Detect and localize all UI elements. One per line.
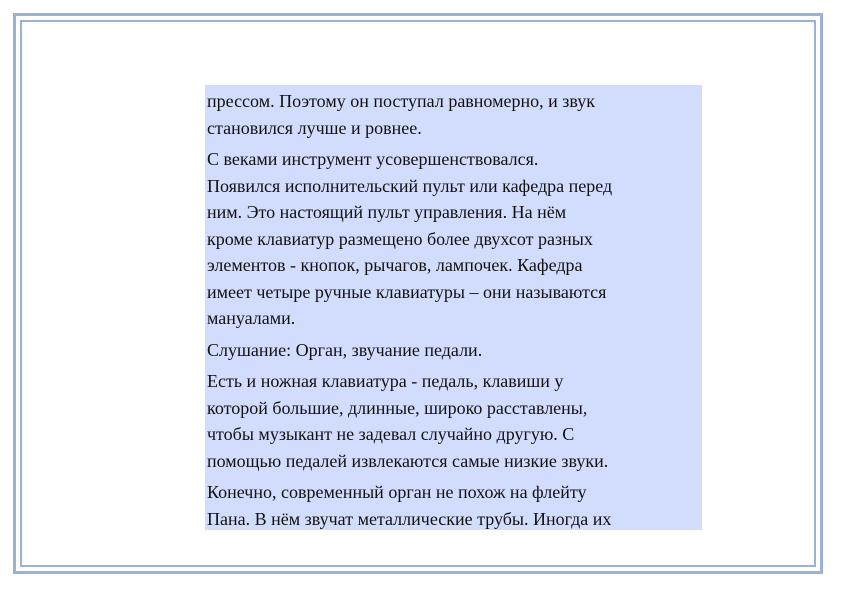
paragraph-5: Конечно, современный орган не похож на флейту Пана. В нём звучат металлические трубы. Иногда их — [207, 482, 612, 529]
paragraph-3: Слушание: Орган, звучание педали. — [207, 339, 483, 360]
paragraph-4: Есть и ножная клавиатура - педаль, клавиши у которой большие, длинные, широко расставлены, чтобы музыкант не задевал случайно другую. С помощью педалей извлекаются самые низкие звуки. — [207, 371, 609, 471]
paragraph-1: прессом. Поэтому он поступал равномерно, и звук становился лучше и ровнее. — [207, 91, 595, 138]
text-block — [205, 85, 702, 530]
paragraph-2: С веками инструмент усовершенствовался. Появился исполнительский пульт или кафедра перед ним. Это настоящий пульт управления. На нём кроме клавиатур размещено более двухсот разных элементов - кнопок, рычагов, лампочек. Кафедра имеет четыре ручные клавиатуры – они называются мануалами. — [207, 149, 613, 328]
